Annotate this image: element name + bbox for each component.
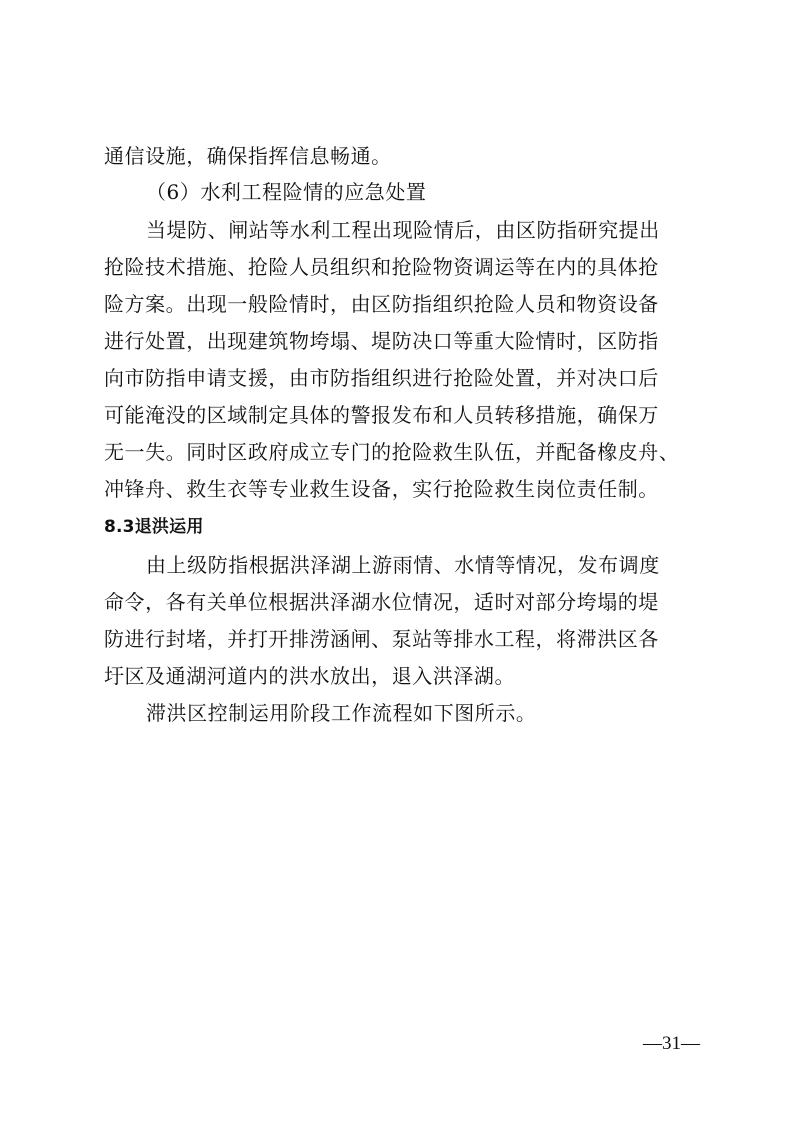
paragraph-continuation: 通信设施，确保指挥信息畅通。: [104, 144, 392, 168]
paragraph-line: 圩区及通湖河道内的洪水放出，退入洪泽湖。: [104, 664, 515, 688]
paragraph-line: 冲锋舟、救生衣等专业救生设备，实行抢险救生岗位责任制。: [104, 477, 659, 501]
page-number: —31—: [643, 1033, 700, 1054]
subsection-title: （6）水利工程险情的应急处置: [146, 180, 427, 204]
paragraph-line: 无一失。同时区政府成立专门的抢险救生队伍，并配备橡皮舟、: [104, 440, 680, 464]
paragraph-line: 可能淹没的区域制定具体的警报发布和人员转移措施，确保万: [104, 403, 659, 427]
paragraph-line: 险方案。出现一般险情时，由区防指组织抢险人员和物资设备: [104, 292, 659, 316]
paragraph-line: 向市防指申请支援，由市防指组织进行抢险处置，并对决口后: [104, 366, 659, 390]
paragraph-line: 滞洪区控制运用阶段工作流程如下图所示。: [146, 701, 537, 725]
paragraph-line: 由上级防指根据洪泽湖上游雨情、水情等情况，发布调度: [146, 553, 660, 577]
paragraph-line: 命令，各有关单位根据洪泽湖水位情况，适时对部分垮塌的堤: [104, 590, 659, 614]
paragraph-line: 进行处置，出现建筑物垮塌、堤防决口等重大险情时，区防指: [104, 329, 659, 353]
paragraph-line: 当堤防、闸站等水利工程出现险情后，由区防指研究提出: [146, 218, 660, 242]
section-heading: 8.3退洪运用: [104, 517, 204, 537]
paragraph-line: 防进行封堵，并打开排涝涵闸、泵站等排水工程，将滞洪区各: [104, 627, 659, 651]
paragraph-line: 抢险技术措施、抢险人员组织和抢险物资调运等在内的具体抢: [104, 255, 659, 279]
